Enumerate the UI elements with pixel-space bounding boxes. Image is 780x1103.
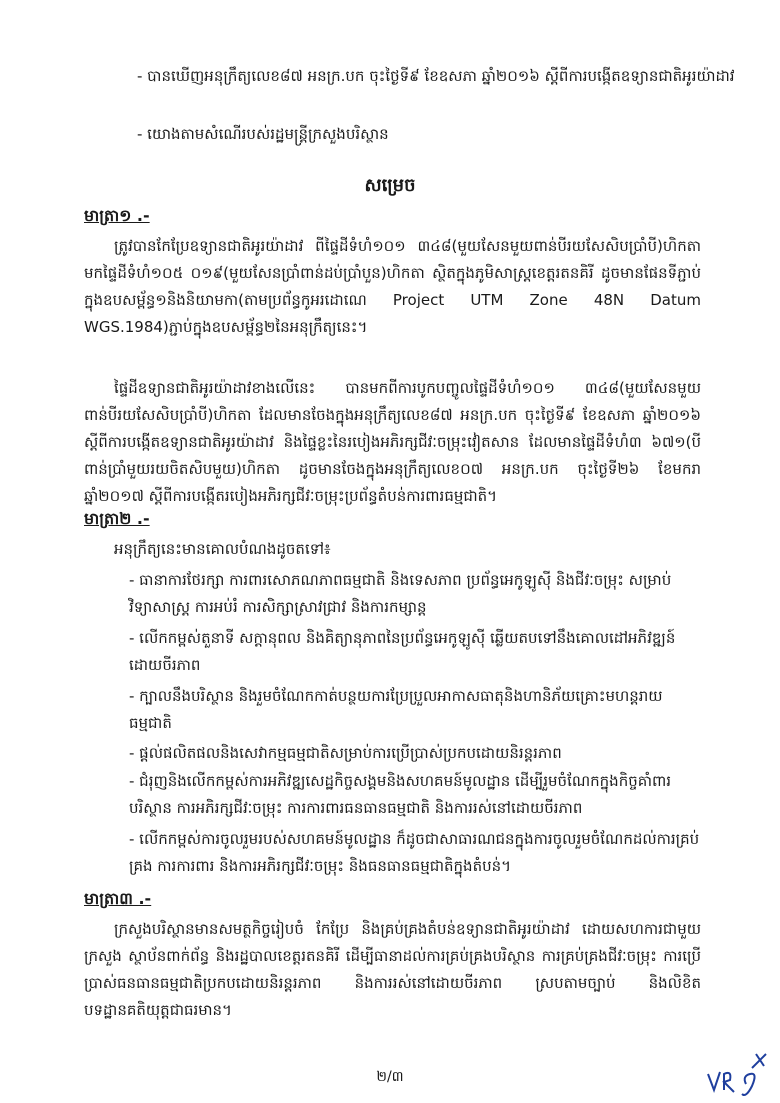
article-2-item-3 [129,683,701,737]
intro-bullet-1-text: - បានឃើញអនុក្រឹត្យលេខ៨៧ អនក្រ.បក ចុះថ្ងៃទី៩ ខែឧសភា ឆ្នាំ២០១៦ ស្តីពីការបង្កើតឧទ្យានជាតិអូរយ៉ាដាវ [137,67,735,85]
article-3-paragraph-1-text: ក្រសួងបរិស្ថានមានសមត្ថកិច្ចរៀបចំ កែប្រែ និងគ្រប់គ្រងតំបន់ឧទ្យានជាតិអូរយ៉ាដាវ ដោយសហការជាមួយក្រសួង ស្ថាប័នពាក់ព័ន្ធ និងរដ្ឋបាលខេត្តរតនគិរី ដើម្បីធានាដល់ការគ្រប់គ្រងបរិស្ថាន ការគ្រប់គ្រងជីវៈចម្រុះ ការប្រើប្រាស់ធនធានធម្មជាតិប្រកបដោយនិរន្តរភាព និងការរស់នៅដោយចីរភាព ស្របតាមច្បាប់ និងលិខិតបទដ្ឋានគតិយុត្តជាធរមាន។ [84,920,701,1019]
article-2-item-6-text: - លើកកម្ពស់ការចូលរួមរបស់សហគមន៍មូលដ្ឋាន ក៏ដូចជាសាធារណជនក្នុងការចូលរួមចំណែកដល់ការគ្រប់គ្រង ការការពារ និងការអភិរក្សជីវៈចម្រុះ និងធនធានធម្មជាតិក្នុងតំបន់។ [129,830,700,875]
article-3-heading: មាត្រា៣ .- [84,889,152,908]
article-2-item-2 [129,625,701,679]
article-2-intro: អនុក្រឹត្យនេះមានគោលបំណងដូចតទៅ៖ [114,540,331,558]
article-1-paragraph-2-text: ផ្ទៃដីឧទ្យានជាតិអូរយ៉ាដាវខាងលើនេះ បានមកពីការបូកបញ្ចូលផ្ទៃដីទំហំ១០១ ៣៤៨(មួយសែនមួយពាន់បីរយសែសិបប្រាំបី)ហិកតា ដែលមានចែងក្នុងអនុក្រឹត្យលេខ៨៧ អនក្រ.បក ចុះថ្ងៃទី៩ ខែឧសភា ឆ្នាំ២០១៦ ស្តីពីការបង្កើតឧទ្យានជាតិអូរយ៉ាដាវ និងផ្ទៃខ្លះនៃរបៀងអភិរក្សជីវៈចម្រុះវៀតសាន ដែលមានផ្ទៃដីទំហំ៣ ៦៧១(បីពាន់ប្រាំមួយរយចិតសិបមួយ)ហិកតា ដូចមានចែងក្នុងអនុក្រឹត្យលេខ០៧ អនក្រ.បក ចុះថ្ងៃទី២៦ ខែមករា ឆ្នាំ២០១៧ ស្តីពីការបង្កើតរបៀងអភិរក្សជីវៈចម្រុះប្រព័ន្ធតំបន់ការពារធម្មជាតិ។ [84,379,701,505]
article-2-heading: មាត្រា២ .- [84,509,150,528]
article-3-paragraph-1 [84,916,701,1024]
article-1-paragraph-1-text: ត្រូវបានកែប្រែឧទ្យានជាតិអូរយ៉ាដាវ ពីផ្ទៃដីទំហំ១០១ ៣៤៨(មួយសែនមួយពាន់បីរយសែសិបប្រាំបី)ហិកតា មកផ្ទៃដីទំហំ១០៥ ០១៩(មួយសែនប្រាំពាន់ដប់ប្រាំបួន)ហិកតា ស្ថិតក្នុងភូមិសាស្ត្រខេត្តរតនគិរី ដូចមានផែនទីភ្ជាប់ក្នុងឧបសម្ព័ន្ធ១និងនិយាមកា(តាមប្រព័ន្ធកូអរដោណេ Project UTM Zone 48N Datum WGS.1984)ភ្ជាប់ក្នុងឧបសម្ព័ន្ធ២នៃអនុក្រឹត្យនេះ។ [84,237,701,336]
article-2-item-4 [129,740,701,767]
article-2-item-5 [129,768,701,822]
article-2-item-4-text: - ផ្តល់ផលិតផលនិងសេវាកម្មធម្មជាតិសម្រាប់ការប្រើប្រាស់ប្រកបដោយនិរន្តរភាព [129,744,562,762]
intro-bullet-1 [137,63,737,90]
intro-bullet-2 [137,121,737,148]
article-2-item-3-text: - ក្បាលនឹងបរិស្ថាន និងរួមចំណែកកាត់បន្ថយការប្រែប្រួលអាកាសធាតុនិងហានិភ័យគ្រោះមហន្តរាយធម្មជាតិ [129,687,663,732]
article-1-heading: មាត្រា១ .- [84,206,150,225]
article-1-paragraph-1 [84,233,701,341]
intro-bullet-2-text: - យោងតាមសំណើរបស់រដ្ឋមន្ត្រីក្រសួងបរិស្ថាន [137,125,389,143]
decision-heading: សម្រេច [364,175,416,196]
article-2-item-1 [129,567,701,621]
signature-initials-icon [706,1050,772,1100]
article-2-item-1-text: - ធានាការថែរក្សា ការពារសោភណភាពធម្មជាតិ និងទេសភាព ប្រព័ន្ធអេកូឡូស៊ី និងជីវៈចម្រុះ សម្រាប់វិទ្យាសាស្ត្រ ការអប់រំ ការសិក្សាស្រាវជ្រាវ និងការកម្សាន្ត [129,571,672,616]
article-2-item-6 [129,826,701,880]
page-number: ២/៣ [376,1069,404,1085]
article-2-item-2-text: - លើកកម្ពស់តួនាទី សក្តានុពល និងគិត្យានុភាពនៃប្រព័ន្ធអេកូឡូស៊ី ឆ្លើយតបទៅនឹងគោលដៅអភិវឌ្ឍន៍ដោយចីរភាព [129,629,676,674]
article-2-item-5-text: - ជំរុញនិងលើកកម្ពស់ការអភិវឌ្ឍសេដ្ឋកិច្ចសង្គមនិងសហគមន៍មូលដ្ឋាន ដើម្បីរួមចំណែកក្នុងកិច្ចគាំពារបរិស្ថាន ការអភិរក្សជីវៈចម្រុះ ការការពារធនធានធម្មជាតិ និងការរស់នៅដោយចីរភាព [129,772,672,817]
article-1-paragraph-2 [84,375,701,510]
